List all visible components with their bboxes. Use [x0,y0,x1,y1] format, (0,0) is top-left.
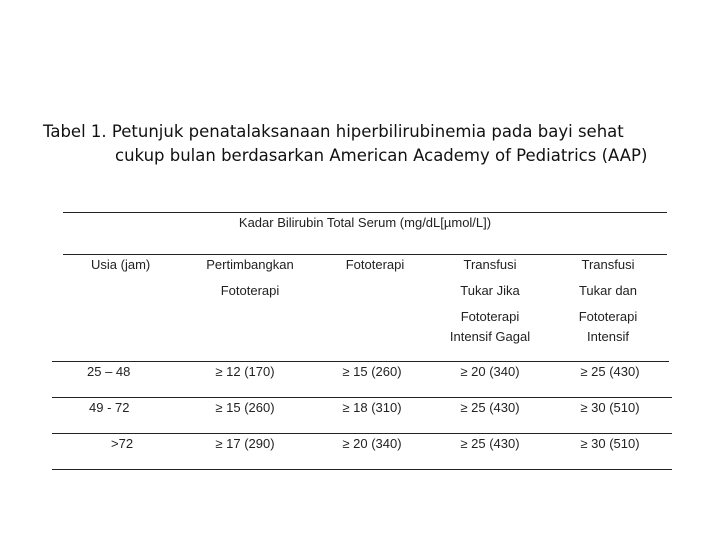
table-cell-r3-c3: ≥ 25 (430) [460,436,520,451]
table-cell-r3-c2: ≥ 20 (340) [342,436,402,451]
col-header-consider-phototherapy-1: Pertimbangkan [206,257,294,272]
rule-super-header [63,254,667,255]
caption-line-2: cukup bulan berdasarkan American Academy of Pediatrics (AAP) [115,146,648,165]
rule-row-1 [52,397,672,398]
col-header-transfusion-and-intensive-2: Tukar dan [578,283,638,298]
table-cell-r2-c2: ≥ 18 (310) [342,400,402,415]
table-cell-r3-c1: ≥ 17 (290) [215,436,275,451]
col-header-transfusion-and-intensive-1: Transfusi [581,257,635,272]
col-header-transfusion-and-intensive-4: Intensif [587,329,629,344]
col-header-transfusion-if-fail-2: Tukar Jika [460,283,520,298]
table-cell-r1-c1: ≥ 12 (170) [215,364,275,379]
super-header: Kadar Bilirubin Total Serum (mg/dL[µmol/L]) [238,215,492,230]
caption-line-1: Tabel 1. Petunjuk penatalaksanaan hiperbilirubinemia pada bayi sehat [43,122,624,141]
col-header-transfusion-if-fail-3: Fototerapi [460,309,520,324]
table-cell-r2-c1: ≥ 15 (260) [215,400,275,415]
table-cell-r1-c2: ≥ 15 (260) [342,364,402,379]
table-cell-r1-c3: ≥ 20 (340) [460,364,520,379]
table-cell-r2-c4: ≥ 30 (510) [580,400,640,415]
table-cell-r2-age: 49 - 72 [89,400,130,415]
rule-header-bottom [52,361,669,362]
table-cell-r1-c4: ≥ 25 (430) [580,364,640,379]
table-cell-r1-age: 25 – 48 [87,364,131,379]
col-header-transfusion-if-fail-1: Transfusi [463,257,517,272]
rule-bottom [52,469,672,470]
col-header-transfusion-and-intensive-3: Fototerapi [578,309,638,324]
rule-row-2 [52,433,672,434]
col-header-age: Usia (jam) [91,257,151,272]
table-cell-r3-age: >72 [111,436,134,451]
table-cell-r3-c4: ≥ 30 (510) [580,436,640,451]
rule-top [63,212,667,213]
col-header-transfusion-if-fail-4: Intensif Gagal [449,329,531,344]
table-cell-r2-c3: ≥ 25 (430) [460,400,520,415]
col-header-consider-phototherapy-2: Fototerapi [220,283,280,298]
col-header-phototherapy: Fototerapi [345,257,405,272]
